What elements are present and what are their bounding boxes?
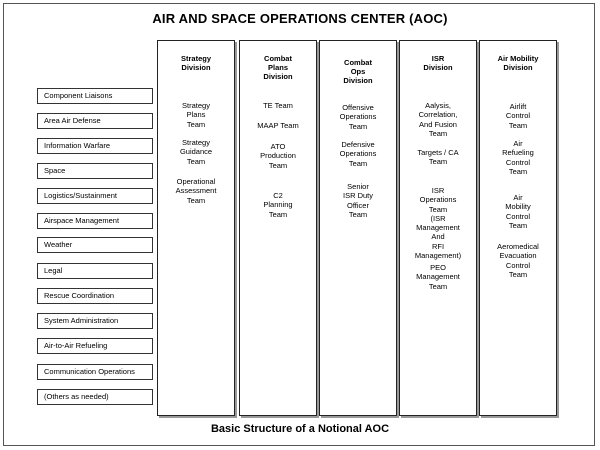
team-label: PEO Management Team — [416, 263, 460, 291]
support-function-box: Communication Operations — [37, 364, 153, 380]
division-title: Strategy Division — [180, 54, 211, 72]
division-box — [319, 40, 397, 416]
support-function-box: Legal — [37, 263, 153, 279]
support-function-box: Air-to-Air Refueling — [37, 338, 153, 354]
support-function-box: Airspace Management — [37, 213, 153, 229]
division-box — [399, 40, 477, 416]
division-title: Combat Plans Division — [263, 54, 293, 81]
support-function-box: (Others as needed) — [37, 389, 153, 405]
support-function-box: System Administration — [37, 313, 153, 329]
team-label: Offensive Operations Team — [339, 103, 377, 131]
team-label: Strategy Guidance Team — [179, 138, 213, 166]
division-title: Air Mobility Division — [497, 54, 539, 72]
division-box — [479, 40, 557, 416]
team-label: Aeromedical Evacuation Control Team — [497, 242, 539, 279]
team-label: Operational Assessment Team — [175, 177, 217, 205]
diagram-caption: Basic Structure of a Notional AOC — [210, 423, 390, 435]
team-label: ISR Operations Team (ISR Management And RFI Management) — [414, 186, 462, 261]
team-label: Aalysis, Correlation, And Fusion Team — [418, 101, 458, 138]
team-label: Targets / CA Team — [417, 148, 459, 167]
team-label: ATO Production Team — [260, 142, 296, 170]
team-label: Defensive Operations Team — [339, 140, 377, 168]
division-box — [157, 40, 235, 416]
division-title: Combat Ops Division — [343, 58, 373, 85]
team-label: MAAP Team — [257, 121, 299, 130]
support-function-box: Information Warfare — [37, 138, 153, 154]
team-label: Senior ISR Duty Officer Team — [342, 182, 373, 219]
team-label: Airlift Control Team — [505, 102, 531, 130]
support-function-box: Space — [37, 163, 153, 179]
support-function-box: Component Liaisons — [37, 88, 153, 104]
team-label: TE Team — [263, 101, 293, 110]
diagram-title: AIR AND SPACE OPERATIONS CENTER (AOC) — [152, 11, 448, 26]
support-function-box: Weather — [37, 237, 153, 253]
support-function-box: Rescue Coordination — [37, 288, 153, 304]
support-function-box: Logistics/Sustainment — [37, 188, 153, 204]
division-title: ISR Division — [423, 54, 453, 72]
team-label: C2 Planning Team — [263, 191, 293, 219]
team-label: Air Refueling Control Team — [502, 139, 534, 176]
team-label: Strategy Plans Team — [182, 101, 210, 129]
support-function-box: Area Air Defense — [37, 113, 153, 129]
division-box — [239, 40, 317, 416]
team-label: Air Mobility Control Team — [505, 193, 531, 230]
